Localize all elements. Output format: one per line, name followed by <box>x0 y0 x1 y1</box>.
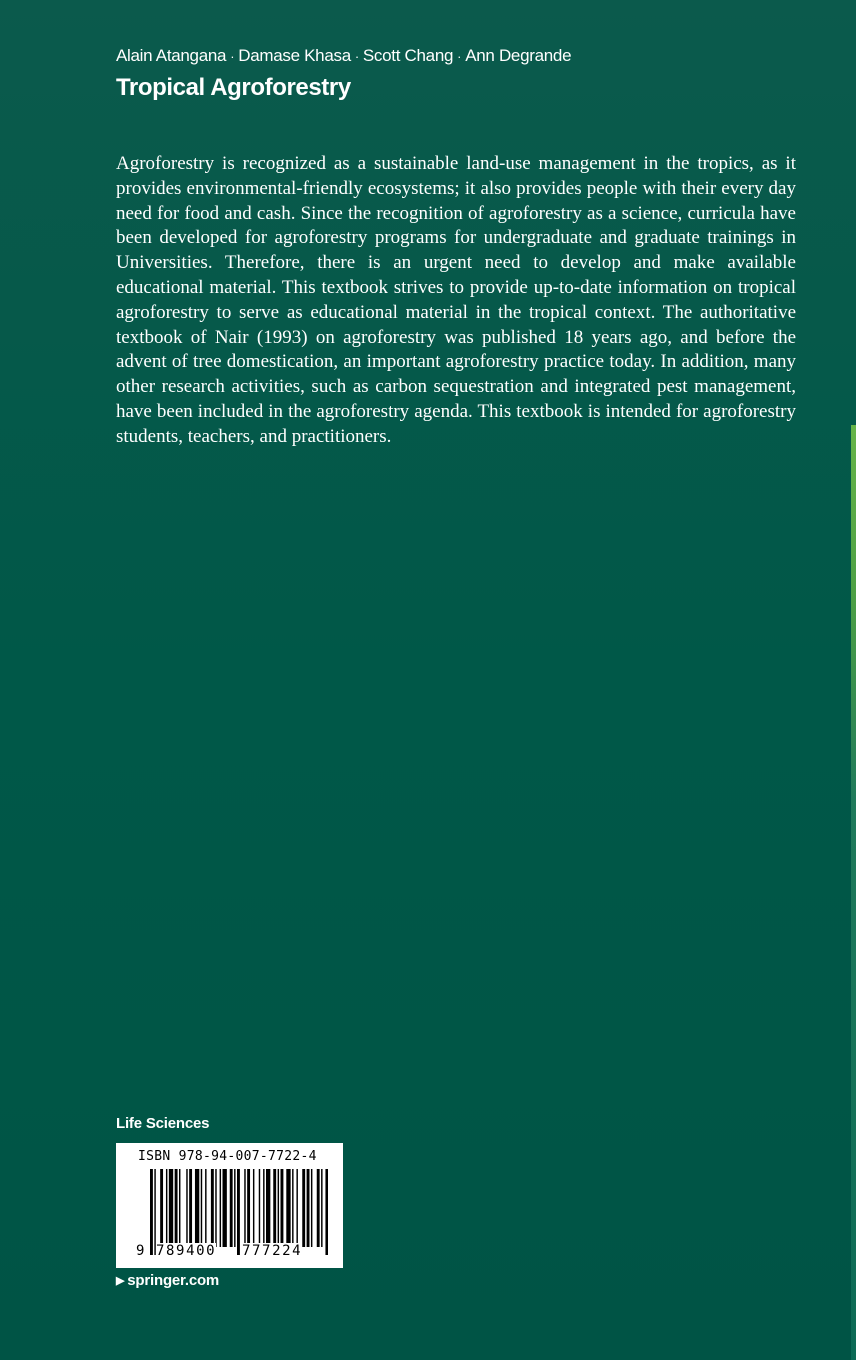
barcode-digit-row <box>116 1243 343 1263</box>
author-list <box>116 46 571 66</box>
book-title: Tropical Agroforestry <box>116 74 351 101</box>
barcode-bar <box>211 1169 214 1247</box>
author-name: Alain Atangana <box>116 46 227 65</box>
barcode-left-digits: 789400 <box>156 1243 217 1259</box>
barcode-bar <box>186 1169 187 1247</box>
publisher-link-label: springer.com <box>127 1272 220 1289</box>
barcode-bar <box>234 1169 235 1247</box>
barcode-bar <box>175 1169 178 1247</box>
publisher-link[interactable] <box>116 1272 219 1289</box>
barcode-bar <box>292 1169 293 1247</box>
play-arrow-icon: ▶ <box>116 1275 125 1287</box>
author-separator: · <box>230 49 235 64</box>
barcode-bar <box>201 1169 202 1247</box>
barcode-bar <box>281 1169 284 1247</box>
author-separator: · <box>354 49 359 64</box>
series-label: Life Sciences <box>116 1115 210 1132</box>
barcode-bar <box>169 1169 173 1247</box>
barcode-bar <box>286 1169 290 1247</box>
barcode-bar <box>179 1169 180 1247</box>
barcode-bar <box>311 1169 312 1247</box>
barcode-bar <box>273 1169 276 1247</box>
barcode-bar <box>230 1169 233 1247</box>
barcode-bar <box>278 1169 279 1247</box>
barcode-bar <box>220 1169 221 1247</box>
barcode-bar <box>195 1169 199 1247</box>
barcode-bar <box>266 1169 270 1247</box>
barcode-bar <box>321 1169 322 1247</box>
author-separator: · <box>457 49 462 64</box>
barcode-bar <box>307 1169 310 1247</box>
barcode-bar <box>215 1169 216 1247</box>
barcode-right-digits: 777224 <box>242 1243 303 1259</box>
isbn-barcode <box>116 1143 343 1268</box>
barcode-bar <box>244 1169 245 1247</box>
barcode-bar <box>302 1169 305 1247</box>
barcode-bar <box>160 1169 163 1247</box>
author-name: Ann Degrande <box>465 46 572 65</box>
barcode-first-digit: 9 <box>136 1243 147 1259</box>
author-name: Scott Chang <box>362 46 454 65</box>
barcode-bar <box>259 1169 260 1247</box>
barcode-bar <box>296 1169 297 1247</box>
barcode-bar <box>223 1169 227 1247</box>
barcode-bar <box>253 1169 254 1247</box>
barcode-bar <box>317 1169 320 1247</box>
spine-edge-accent <box>851 425 856 1360</box>
barcode-bar <box>263 1169 264 1247</box>
barcode-bar <box>166 1169 167 1247</box>
author-name: Damase Khasa <box>238 46 351 65</box>
isbn-number: ISBN 978-94-007-7722-4 <box>138 1149 317 1164</box>
barcode-bar <box>205 1169 206 1247</box>
book-description: Agroforestry is recognized as a sustainable land-use management in the tropics, as it provides environmental-friendly ecosystems; it also provides people with their every day need for food and cash. Since the recognition of agroforestry as a science, curricula have been developed for agroforestry programs for undergraduate and graduate trainings in Universities. Therefore, there is an urgent need to develop and make available educational material. This textbook strives to provide up-to-date information on tropical agroforestry to serve as educational material in the tropical context. The authoritative textbook of Nair (1993) on agroforestry was published 18 years ago, and before the advent of tree domestication, an important agroforestry practice today. In addition, many other research activities, such as carbon sequestration and integrated pest management, have been included in the agroforestry agenda. This textbook is intended for agroforestry students, teachers, and practitioners. <box>116 153 796 447</box>
barcode-bar <box>247 1169 250 1247</box>
barcode-bar <box>189 1169 192 1247</box>
